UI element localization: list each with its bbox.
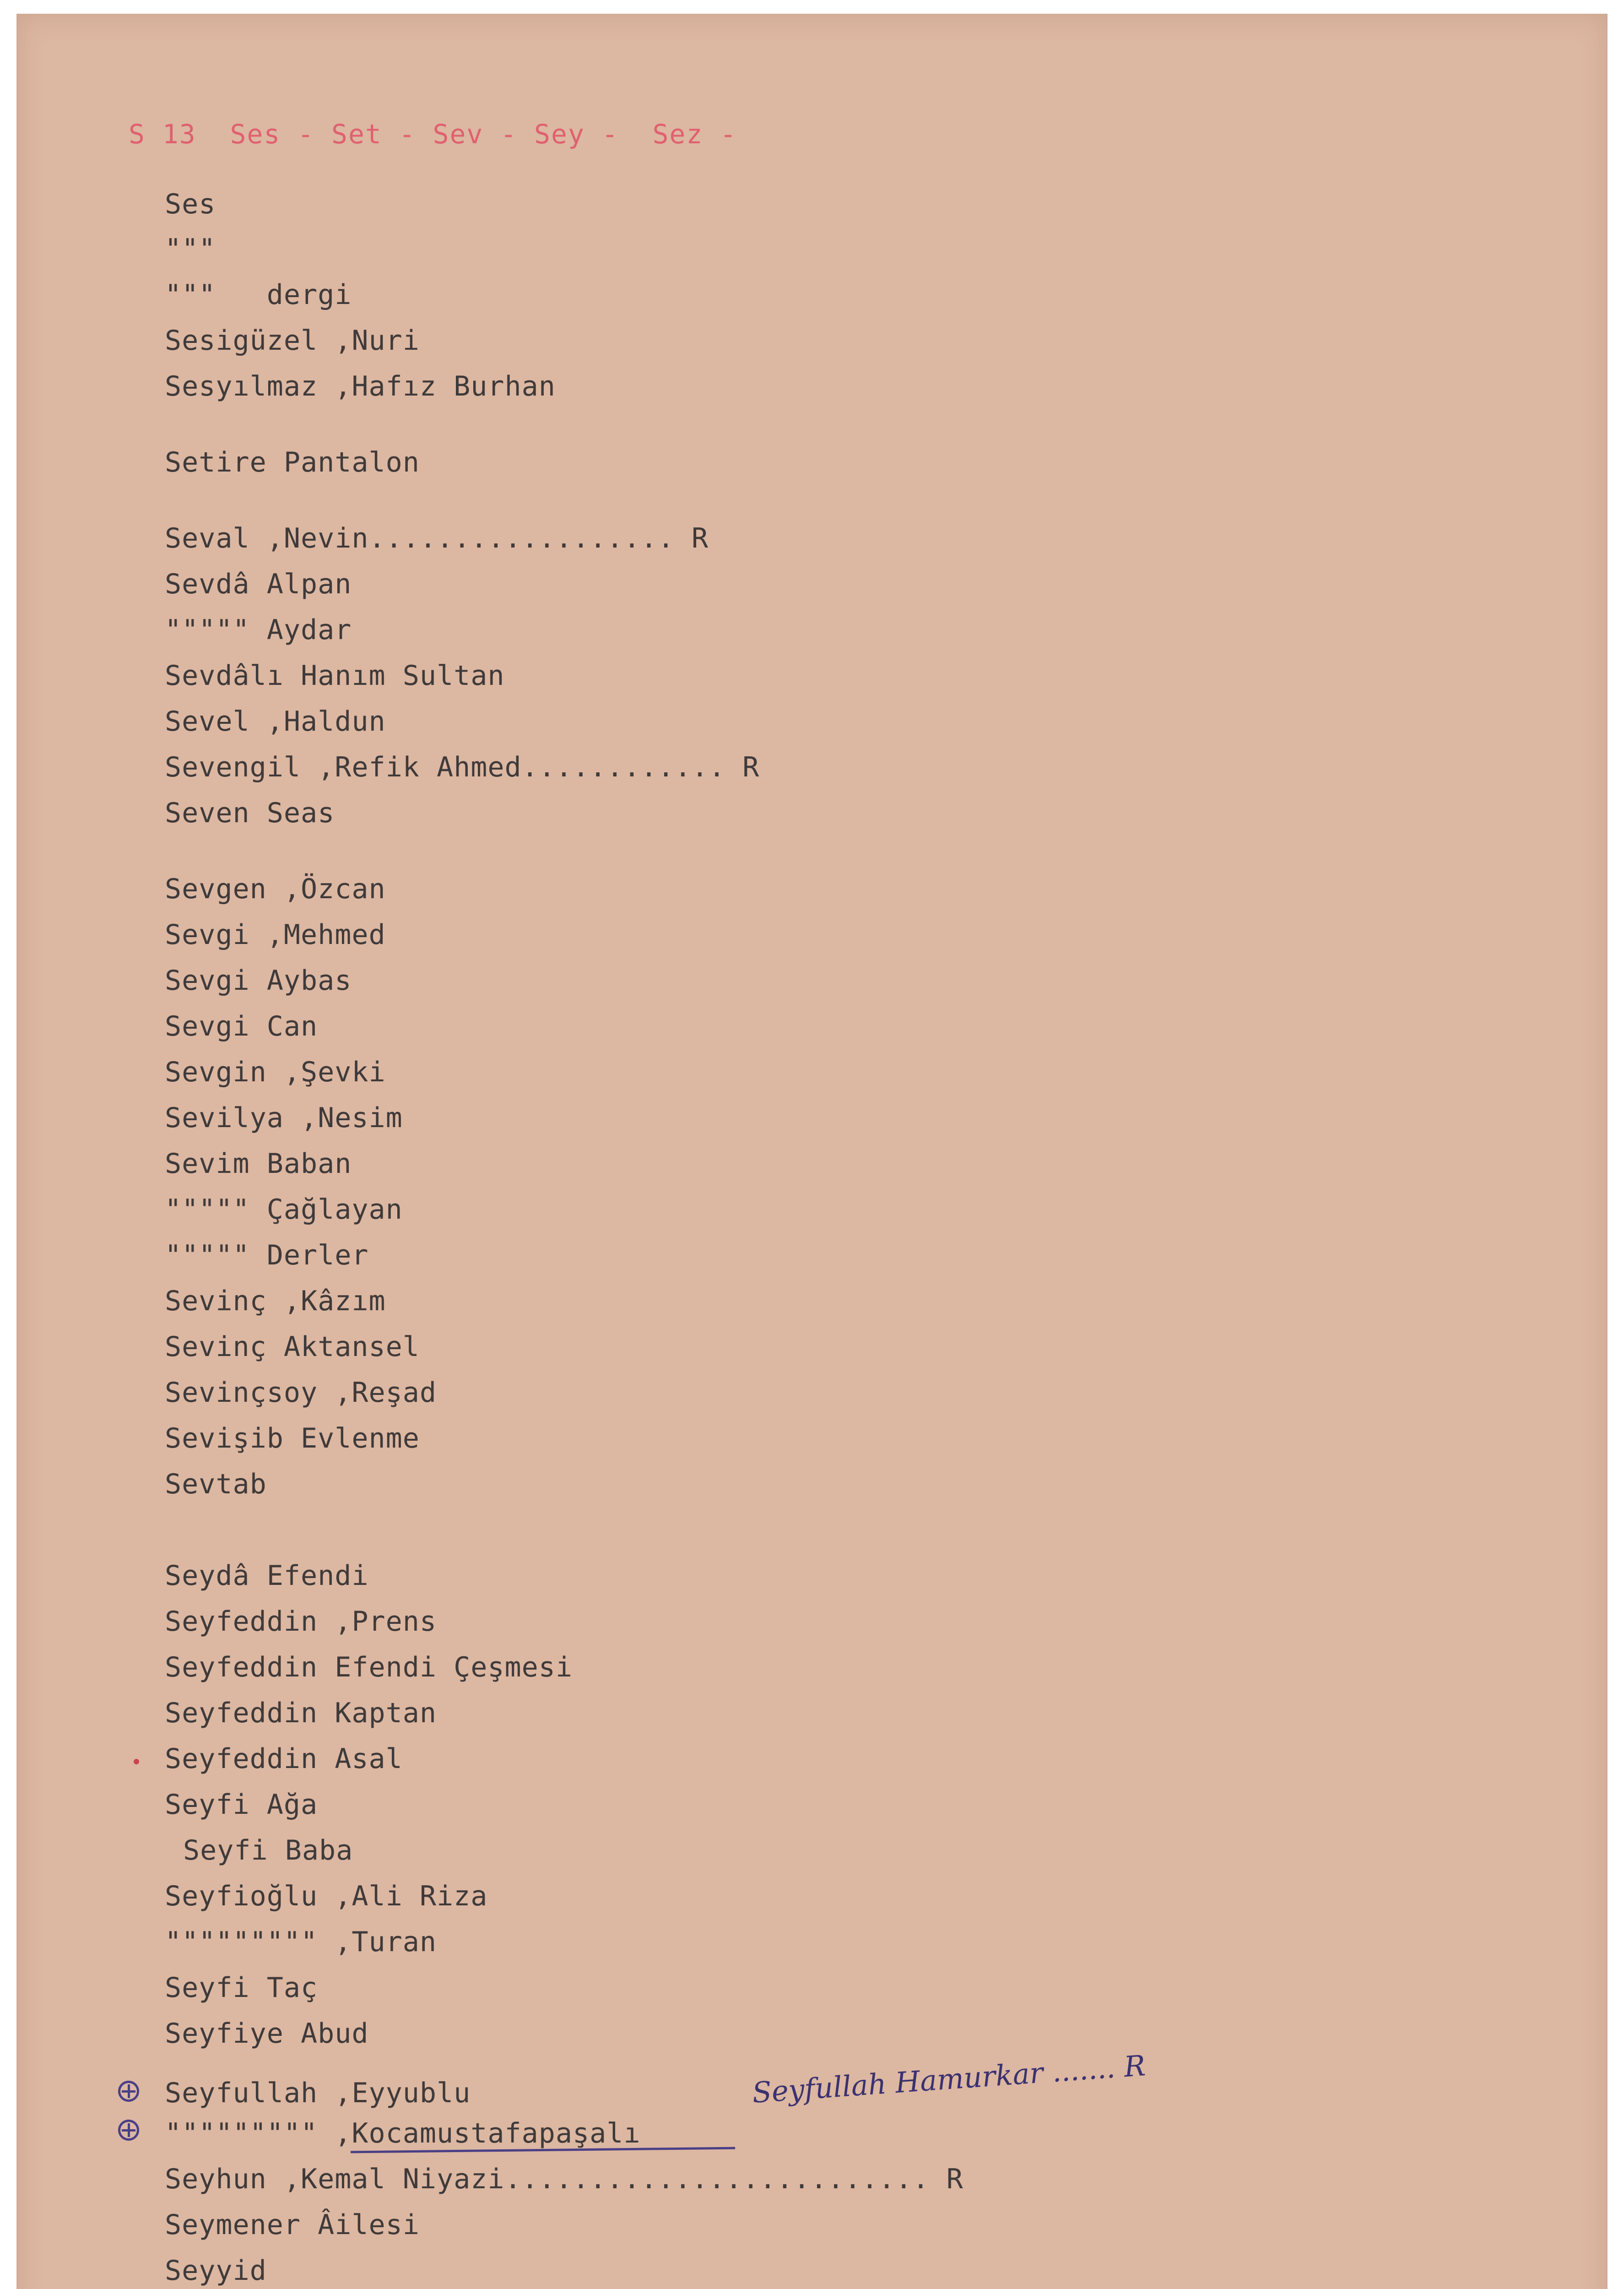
index-entry: Sevinç Aktansel: [165, 1331, 420, 1363]
index-entry: Sevgi Aybas: [165, 965, 352, 997]
index-entry: Seyfullah ,Eyyublu: [165, 2077, 471, 2109]
index-entry: Sevdâlı Hanım Sultan: [165, 660, 505, 692]
index-entry: Sevdâ Alpan: [165, 568, 352, 600]
index-entry: Seyfioğlu ,Ali Riza: [165, 1880, 488, 1912]
index-entry: Sevgen ,Özcan: [165, 873, 386, 905]
index-entry: """ dergi: [165, 279, 352, 311]
red-dot-mark: [134, 1759, 139, 1764]
index-entry: Sesigüzel ,Nuri: [165, 325, 420, 357]
index-entry: """"""""" ,Kocamustafapaşalı: [165, 2117, 641, 2149]
index-entry: Sevilya ,Nesim: [165, 1102, 403, 1134]
index-entry: Seyfeddin Asal: [165, 1743, 403, 1775]
index-entry: Sevgi Can: [165, 1010, 318, 1042]
index-entry: """"" Derler: [165, 1239, 369, 1271]
index-entry: Seyfiye Abud: [165, 2018, 369, 2050]
index-entry: Seymener Âilesi: [165, 2209, 420, 2241]
index-entry: """"" Çağlayan: [165, 1193, 403, 1226]
index-entry: Sevişib Evlenme: [165, 1422, 420, 1454]
index-card-page: [16, 14, 1608, 2289]
index-entry: Sevel ,Haldun: [165, 705, 386, 738]
index-entry: Ses: [165, 188, 216, 220]
index-entry: Sevgi ,Mehmed: [165, 919, 386, 951]
index-entry: Seyfi Baba: [183, 1834, 353, 1866]
index-entry: Seyfeddin Efendi Çeşmesi: [165, 1651, 573, 1683]
section-header: S 13 Ses - Set - Sev - Sey - Sez -: [129, 119, 737, 150]
index-entry: Seyfeddin ,Prens: [165, 1606, 437, 1638]
index-entry: """"" Aydar: [165, 614, 352, 646]
index-entry: Seydâ Efendi: [165, 1560, 369, 1592]
index-entry: """: [165, 233, 216, 265]
circled-plus-icon: [118, 2120, 139, 2141]
index-entry: Sevengil ,Refik Ahmed............ R: [165, 751, 760, 783]
index-entry: Seyfi Taç: [165, 1972, 318, 2004]
index-entry: Seyhun ,Kemal Niyazi......................... R: [165, 2163, 964, 2195]
index-entry: Sevgin ,Şevki: [165, 1056, 386, 1088]
index-entry: Sevinç ,Kâzım: [165, 1285, 386, 1317]
index-entry: Seyfi Ağa: [165, 1789, 318, 1821]
index-entry: Setire Pantalon: [165, 446, 420, 478]
index-entry: Sesyılmaz ,Hafız Burhan: [165, 370, 556, 402]
handwritten-annotation: Seyfullah Hamurkar ....... R: [751, 2049, 1147, 2110]
circled-plus-icon: [118, 2081, 139, 2102]
index-entry: Sevinçsoy ,Reşad: [165, 1377, 437, 1409]
index-entry: Seval ,Nevin.................. R: [165, 522, 709, 554]
index-entry: Seyyid: [165, 2255, 267, 2287]
index-entry: Seyfeddin Kaptan: [165, 1697, 437, 1729]
index-entry: """"""""" ,Turan: [165, 1926, 437, 1958]
index-entry: Sevtab: [165, 1468, 267, 1500]
index-entry: Sevim Baban: [165, 1148, 352, 1180]
index-entry: Seven Seas: [165, 797, 335, 829]
